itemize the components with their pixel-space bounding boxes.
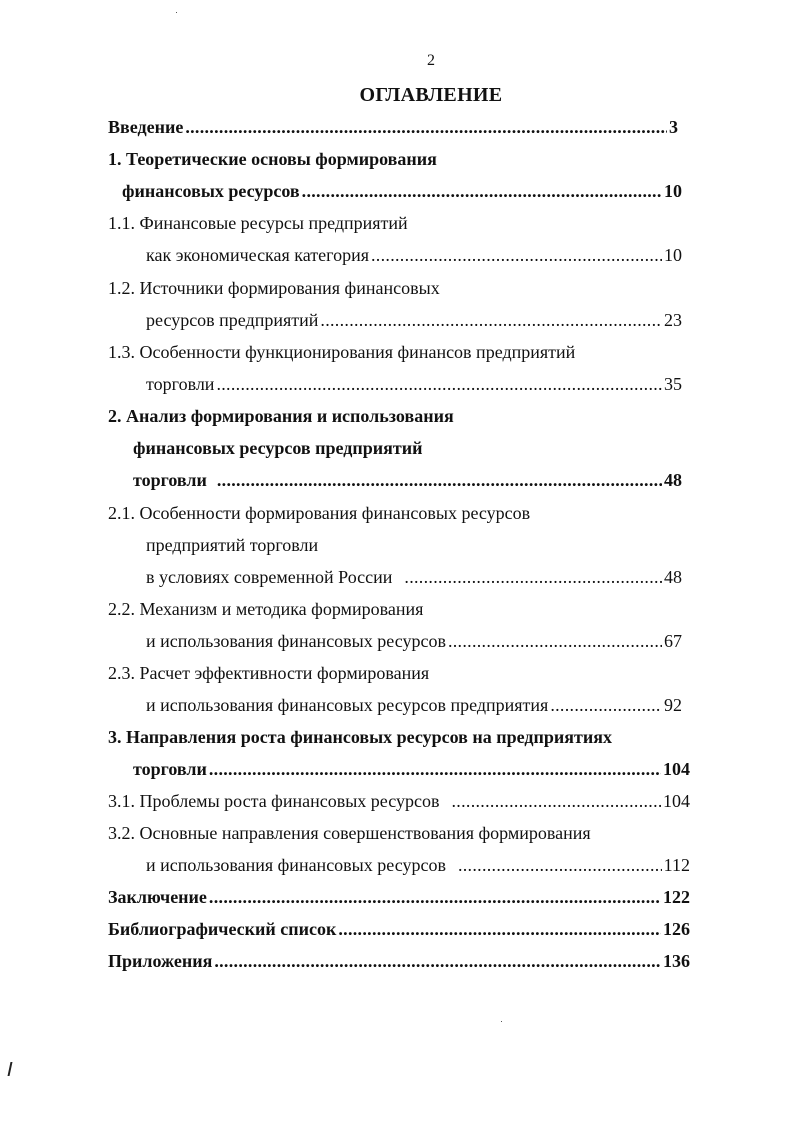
dot-leader — [404, 566, 662, 588]
dot-leader — [209, 886, 661, 908]
toc-entry-section-3-1[interactable] — [108, 790, 690, 812]
dot-leader — [209, 758, 661, 780]
toc-entry-label: как экономическая категория — [146, 245, 369, 265]
dot-leader — [452, 790, 662, 812]
toc-entry-label: Приложения — [108, 951, 213, 971]
toc-entry-label: торговли — [133, 759, 207, 779]
toc-section-3-2-heading[interactable]: 3.2. Основные направления совершенствования формирования — [108, 823, 591, 843]
toc-entry-page: 35 — [664, 374, 682, 394]
toc-entry-label: Библиографический список — [108, 919, 337, 939]
scan-speck — [176, 12, 177, 13]
toc-section-2-3-heading[interactable]: 2.3. Расчет эффективности формирования — [108, 663, 430, 683]
toc-entry-section-1-1[interactable] — [146, 244, 682, 266]
dot-leader — [216, 373, 662, 395]
scan-speck — [501, 1021, 502, 1022]
toc-entry-intro[interactable] — [108, 116, 678, 138]
toc-entry-page: 122 — [663, 887, 690, 907]
dot-leader — [550, 694, 662, 716]
toc-entry-label: Введение — [108, 117, 184, 137]
toc-chapter-2-heading[interactable]: 2. Анализ формирования и использования — [108, 406, 454, 426]
toc-entry-page: 10 — [664, 245, 682, 265]
toc-entry-page: 10 — [664, 181, 682, 201]
toc-entry-bibliography[interactable] — [108, 918, 690, 940]
dot-leader — [371, 244, 662, 266]
toc-entry-label: торговли — [146, 374, 215, 394]
toc-entry-conclusion[interactable] — [108, 886, 690, 908]
toc-entry-section-2-3[interactable] — [146, 694, 682, 716]
page-number: 2 — [427, 52, 435, 69]
toc-entry-label: и использования финансовых ресурсов — [146, 855, 446, 875]
toc-section-2-1-heading[interactable]: 2.1. Особенности формирования финансовых ресурсов — [108, 503, 531, 523]
toc-entry-page: 104 — [663, 759, 690, 779]
toc-chapter-1-heading[interactable]: 1. Теоретические основы формирования — [108, 149, 437, 169]
toc-section-1-3-heading[interactable]: 1.3. Особенности функционирования финансов предприятий — [108, 342, 576, 362]
dot-leader — [217, 469, 662, 491]
toc-entry-chapter-1[interactable] — [122, 180, 682, 202]
toc-entry-page: 126 — [663, 919, 690, 939]
toc-entry-label: в условиях современной России — [146, 567, 393, 587]
toc-entry-page: 104 — [663, 791, 690, 811]
dot-leader — [448, 630, 662, 652]
toc-entry-page: 92 — [664, 695, 682, 715]
toc-entry-section-2-2[interactable] — [146, 630, 682, 652]
toc-entry-page: 48 — [664, 567, 682, 587]
toc-entry-chapter-3[interactable] — [133, 758, 690, 780]
page-title: ОГЛАВЛЕНИЕ — [359, 84, 503, 106]
toc-entry-section-3-2[interactable] — [146, 854, 690, 876]
dot-leader — [214, 950, 661, 972]
toc-entry-page: 3 — [669, 117, 678, 137]
toc-entry-page: 136 — [663, 951, 690, 971]
toc-entry-page: 23 — [664, 310, 682, 330]
toc-entry-label: 3.1. Проблемы роста финансовых ресурсов — [108, 791, 440, 811]
toc-entry-chapter-2[interactable] — [133, 469, 682, 491]
toc-section-1-1-heading[interactable]: 1.1. Финансовые ресурсы предприятий — [108, 213, 408, 233]
dot-leader — [320, 309, 662, 331]
toc-entry-label: и использования финансовых ресурсов предприятия — [146, 695, 549, 715]
toc-entry-page: 48 — [664, 470, 682, 490]
toc-chapter-3-heading[interactable]: 3. Направления роста финансовых ресурсов на предприятиях — [108, 727, 612, 747]
toc-entry-label: торговли — [133, 470, 207, 490]
toc-chapter-2-heading-line-2[interactable]: финансовых ресурсов предприятий — [133, 438, 423, 458]
toc-entry-page: 67 — [664, 631, 682, 651]
toc-entry-section-2-1[interactable] — [146, 566, 682, 588]
toc-section-1-2-heading[interactable]: 1.2. Источники формирования финансовых — [108, 278, 440, 298]
toc-section-2-2-heading[interactable]: 2.2. Механизм и методика формирования — [108, 599, 424, 619]
dot-leader — [338, 918, 661, 940]
toc-entry-label: Заключение — [108, 887, 207, 907]
toc-entry-label: ресурсов предприятий — [146, 310, 319, 330]
toc-entry-page: 112 — [663, 855, 690, 875]
dot-leader — [185, 116, 667, 138]
toc-entry-label: и использования финансовых ресурсов — [146, 631, 446, 651]
toc-entry-section-1-2[interactable] — [146, 309, 682, 331]
toc-entry-section-1-3[interactable] — [146, 373, 682, 395]
dot-leader — [302, 180, 662, 202]
toc-section-2-1-heading-line-2[interactable]: предприятий торговли — [146, 535, 319, 555]
toc-entry-label: финансовых ресурсов — [122, 181, 300, 201]
dot-leader — [458, 854, 662, 876]
toc-entry-appendices[interactable] — [108, 950, 690, 972]
